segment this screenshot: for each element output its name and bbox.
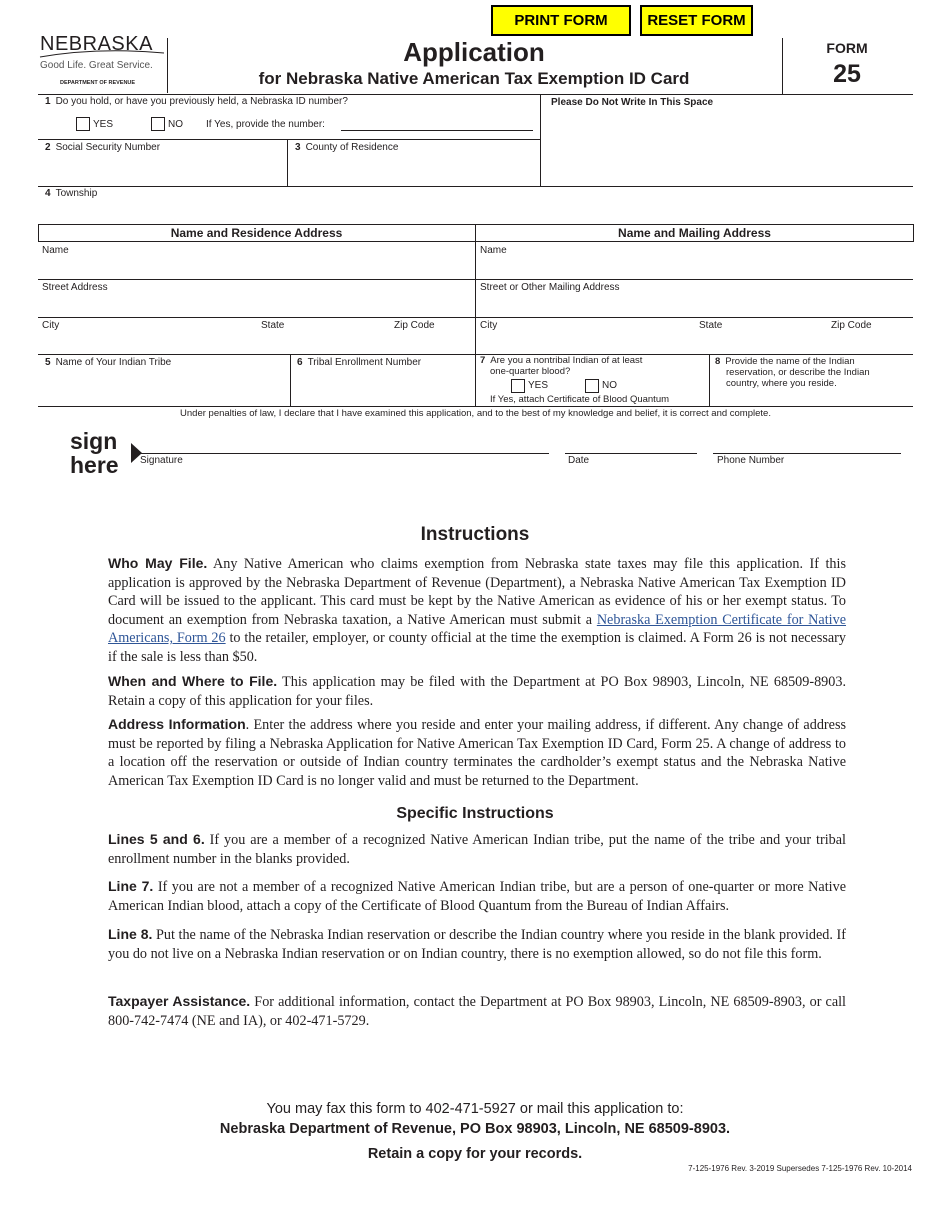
mailing-name-label: Name [480, 245, 507, 256]
mailing-street-input[interactable] [478, 294, 910, 316]
print-form-button[interactable]: PRINT FORM [491, 5, 631, 36]
line-7-no-label: NO [602, 380, 617, 391]
mailing-address-header: Name and Mailing Address [618, 226, 771, 240]
mailing-street-label: Street or Other Mailing Address [480, 282, 620, 293]
line-7-yes-checkbox[interactable] [511, 379, 525, 393]
signature-label: Signature [140, 455, 183, 466]
office-space-divider [540, 94, 541, 186]
line-7-paragraph: Line 7. If you are not a member of a recognized Native American Indian tribe, but are a person of one-quarter or more Native American Indian blood, attach a copy of the Certificate of Blood Quantum from the Bureau of Indian Affairs. [108, 878, 846, 914]
line-6-label: 6 Tribal Enrollment Number [297, 357, 422, 368]
residence-city-state-zip-input[interactable] [40, 332, 472, 353]
line-7-label-2: one-quarter blood? [490, 366, 571, 377]
line-8-label: 8 Provide the name of the Indian [715, 356, 855, 367]
line-8-heading: Line 8. [108, 926, 153, 942]
form-label: FORM [826, 40, 868, 56]
when-where-paragraph: When and Where to File. This application may be filed with the Department at PO Box 98903, Lincoln, NE 68509-8903. Retain a copy of this application for your files. [108, 673, 846, 709]
line-7-no-checkbox[interactable] [585, 379, 599, 393]
mailing-name-input[interactable] [478, 257, 910, 278]
nebraska-logo [38, 33, 168, 93]
line-3-rule [38, 186, 913, 187]
reset-form-button[interactable]: RESET FORM [640, 5, 753, 36]
mailing-city-label: City [480, 320, 498, 331]
lines-5-6-heading: Lines 5 and 6. [108, 831, 205, 847]
address-information-paragraph: Address Information. Enter the address where you reside and enter your mailing address, if different. Any change of address must be reported by filing a Nebraska Application for Native American Tax Exemption ID Card, Form 25. A change of address to a location off the reservation or outside of Indian country terminates the cardholder’s exempt status and the Nebraska Native American Tax Exemption ID Card is no longer valid and must be returned to the Department. [108, 716, 846, 789]
logo-department: DEPARTMENT OF REVENUE [60, 80, 136, 86]
mailing-state-label: State [699, 320, 723, 331]
residence-city-label: City [42, 320, 60, 331]
mailing-zip-label: Zip Code [831, 320, 872, 331]
page-subtitle: for Nebraska Native American Tax Exemption ID Card [258, 69, 690, 88]
line-4-label: 4 Township [45, 188, 98, 199]
residence-zip-label: Zip Code [394, 320, 435, 331]
line-1-if-yes-label: If Yes, provide the number: [206, 119, 325, 130]
line-5-divider [290, 354, 291, 406]
logo-wordmark: NEBRASKA [40, 33, 153, 55]
line-2-divider [287, 139, 288, 186]
line-2-label: 2 Social Security Number [45, 142, 161, 153]
line-7-divider [709, 354, 710, 406]
line-1-id-number-input[interactable] [341, 130, 533, 131]
line-5-label: 5 Name of Your Indian Tribe [45, 357, 172, 368]
form-number: 25 [833, 60, 861, 88]
mailing-address-text: Nebraska Department of Revenue, PO Box 98903, Lincoln, NE 68509-8903. [219, 1121, 731, 1137]
instructions-title: Instructions [420, 524, 530, 545]
phone-label: Phone Number [717, 455, 785, 466]
lines-rule [38, 406, 913, 407]
who-may-file-paragraph: Who May File. Any Native American who claims exemption from Nebraska state taxes may file this application. If this application is approved by the Nebraska Department of Revenue (Department), a Nebraska Native American Tax Exemption ID Card will be issued to the applicant. This card must be kept by the Native American as evidence of his or her exempt status. To document an exemption from Nebraska taxation, a Native American must submit a Nebraska Exemption Certificate for Native Americans, Form 26 to the retailer, employer, or county official at the time the exemption is claimed. A Form 26 is not necessary if the sale is less than $50. [108, 555, 847, 665]
residence-address-header: Name and Residence Address [170, 226, 343, 240]
signature-input[interactable] [138, 453, 549, 454]
line-7-heading: Line 7. [108, 878, 154, 894]
phone-input[interactable] [713, 453, 901, 454]
name-rule [38, 279, 913, 280]
address-divider [475, 224, 476, 406]
office-use-notice: Please Do Not Write In This Space [551, 97, 714, 108]
address-information-heading: Address Information [108, 716, 246, 732]
city-rule [38, 354, 913, 355]
line-1-no-label: NO [168, 119, 183, 130]
sign-here-label: sign here [70, 428, 119, 478]
form-26-link[interactable]: Nebraska Exemption Certificate for Native Americans, Form 26 [108, 611, 847, 647]
residence-state-label: State [261, 320, 285, 331]
line-8-label-2: reservation, or describe the Indian [726, 367, 870, 378]
residence-name-input[interactable] [40, 257, 472, 278]
line-7-label: 7 Are you a nontribal Indian of at least [480, 355, 643, 366]
lines-5-6-paragraph: Lines 5 and 6. If you are a member of a recognized Native American Indian tribe, put the name of the tribe and your tribal enrollment number in the blanks provided. [108, 831, 846, 867]
line-8-label-3: country, where you reside. [726, 378, 837, 389]
street-rule [38, 317, 913, 318]
residence-name-label: Name [42, 245, 69, 256]
retain-copy-text: Retain a copy for your records. [367, 1146, 583, 1162]
revision-text: 7-125-1976 Rev. 3-2019 Supersedes 7-125-1976 Rev. 10-2014 [688, 1164, 912, 1173]
logo-tagline: Good Life. Great Service. [40, 60, 153, 71]
tribal-enrollment-input[interactable] [293, 370, 473, 404]
line-1-yes-checkbox[interactable] [76, 117, 90, 131]
declaration-text: Under penalties of law, I declare that I have examined this application, and to the best of my knowledge and belief, it is correct and complete. [180, 408, 771, 419]
line-1-yes-label: YES [93, 119, 114, 130]
when-where-heading: When and Where to File. [108, 673, 278, 689]
date-input[interactable] [565, 453, 697, 454]
line-7-note: If Yes, attach Certificate of Blood Quantum [490, 394, 670, 405]
fax-text: You may fax this form to 402-471-5927 or mail this application to: [266, 1101, 684, 1117]
residence-street-label: Street Address [42, 282, 108, 293]
specific-instructions-title: Specific Instructions [396, 805, 554, 822]
taxpayer-assistance-paragraph: Taxpayer Assistance. For additional information, contact the Department at PO Box 98903, Lincoln, NE 68509-8903, or call 800-742-7474 (NE and IA), or 402-471-5729. [108, 993, 847, 1029]
mailing-city-state-zip-input[interactable] [478, 332, 910, 353]
date-label: Date [568, 455, 590, 466]
ssn-input[interactable] [40, 155, 285, 185]
line-3-label: 3 County of Residence [295, 142, 399, 153]
tribe-name-input[interactable] [40, 370, 288, 404]
residence-street-input[interactable] [40, 294, 472, 316]
line-1-rule [38, 139, 540, 140]
line-1-label: 1 Do you hold, or have you previously held, a Nebraska ID number? [45, 96, 348, 107]
who-may-file-heading: Who May File. [108, 555, 208, 571]
county-input[interactable] [290, 155, 538, 185]
line-7-yes-label: YES [528, 380, 549, 391]
header-rule [38, 94, 913, 95]
taxpayer-assistance-heading: Taxpayer Assistance. [108, 993, 251, 1009]
reservation-input[interactable] [712, 390, 910, 404]
line-8-paragraph: Line 8. Put the name of the Nebraska Indian reservation or describe the Indian country where you reside in the blank provided. If you do not live on a Nebraska Indian reservation or on Indian country, there is no exemption allowed, so do not file this form. [108, 926, 846, 962]
township-input[interactable] [40, 200, 910, 222]
line-1-no-checkbox[interactable] [151, 117, 165, 131]
page-title: Application [403, 37, 545, 67]
